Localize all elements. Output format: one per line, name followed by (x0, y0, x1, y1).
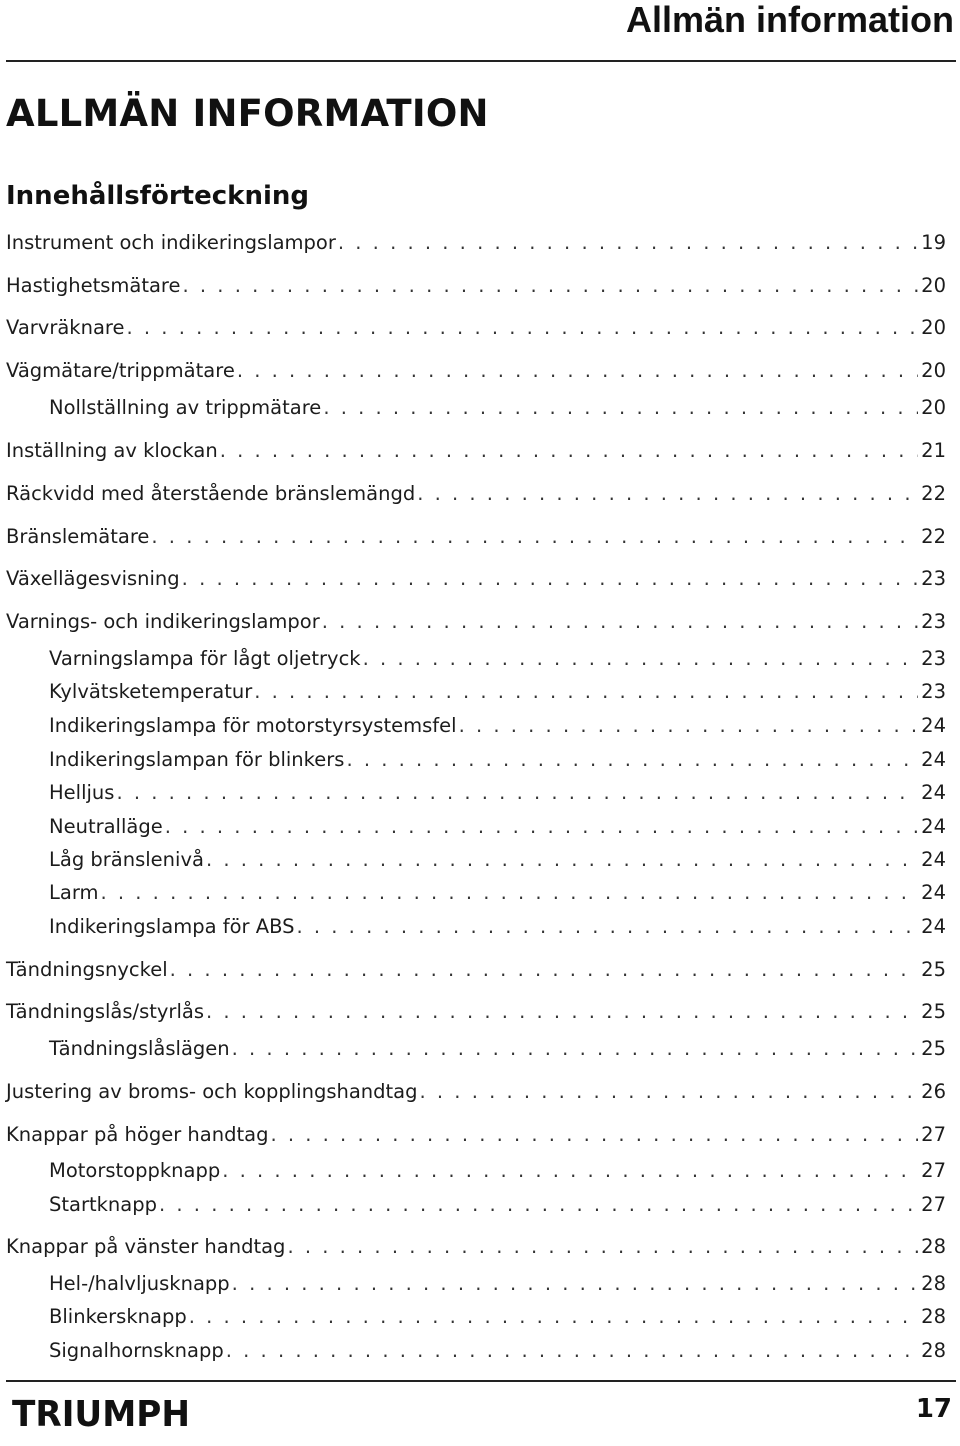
toc-entry-label: Signalhornsknapp (49, 1339, 224, 1362)
toc-entry-label: Knappar på höger handtag (6, 1123, 269, 1146)
dot-leader (254, 675, 918, 709)
toc-row (6, 226, 946, 260)
svg-text:TRIUMPH: TRIUMPH (12, 1394, 190, 1434)
toc-entry-page: 24 (921, 781, 946, 804)
triumph-logo (10, 1388, 192, 1434)
toc-row (49, 1334, 946, 1368)
dot-leader (346, 743, 918, 777)
toc-heading: Innehållsförteckning (6, 181, 309, 211)
toc-row (49, 743, 946, 777)
toc-row (49, 675, 946, 709)
toc-row (6, 434, 946, 468)
dot-leader (206, 995, 918, 1029)
toc-entry-label: Kylvätsketemperatur (49, 680, 253, 703)
toc-entry-page: 28 (921, 1339, 946, 1362)
toc-entry-label: Indikeringslampan för blinkers (49, 748, 345, 771)
toc-row (49, 876, 946, 910)
toc-entry-label: Varnings- och indikeringslampor (6, 610, 320, 633)
dot-leader (459, 709, 918, 743)
toc-entry-page: 24 (921, 714, 946, 737)
toc-entry-label: Larm (49, 881, 99, 904)
dot-leader (116, 776, 918, 810)
toc-entry-label: Neutralläge (49, 815, 163, 838)
toc-entry-page: 24 (921, 748, 946, 771)
toc-entry-page: 21 (921, 439, 946, 462)
toc-entry-label: Hastighetsmätare (6, 274, 181, 297)
dot-leader (232, 1032, 918, 1066)
running-header-title: Allmän information (625, 0, 954, 40)
dot-leader (323, 391, 918, 425)
toc-entry-page: 19 (921, 231, 946, 254)
section-title: ALLMÄN INFORMATION (6, 92, 489, 135)
toc-row (49, 843, 946, 877)
toc-entry-label: Motorstoppknapp (49, 1159, 221, 1182)
dot-leader (296, 910, 918, 944)
toc-row (6, 562, 946, 596)
toc-entry-label: Tändningslåslägen (49, 1037, 230, 1060)
dot-leader (189, 1300, 918, 1334)
toc-row (6, 477, 946, 511)
toc-entry-label: Indikeringslampa för motorstyrsystemsfel (49, 714, 457, 737)
toc-row (49, 910, 946, 944)
toc-entry-label: Instrument och indikeringslampor (6, 231, 336, 254)
page-number: 17 (915, 1394, 952, 1424)
toc-row (49, 709, 946, 743)
toc-entry-label: Knappar på vänster handtag (6, 1235, 286, 1258)
toc-entry-label: Helljus (49, 781, 115, 804)
toc-entry-page: 24 (921, 815, 946, 838)
dot-leader (226, 1334, 918, 1368)
dot-leader (417, 477, 918, 511)
toc-entry-label: Hel-/halvljusknapp (49, 1272, 230, 1295)
toc-row (49, 810, 946, 844)
toc-entry-label: Indikeringslampa för ABS (49, 915, 295, 938)
toc-row (49, 391, 946, 425)
toc-entry-label: Inställning av klockan (6, 439, 218, 462)
toc-entry-page: 25 (921, 1000, 946, 1023)
toc-entry-page: 20 (921, 274, 946, 297)
toc-entry-label: Varvräknare (6, 316, 125, 339)
toc-row (6, 1118, 946, 1152)
dot-leader (206, 843, 918, 877)
toc-entry-page: 22 (921, 482, 946, 505)
toc-row (6, 311, 946, 345)
toc-row (49, 642, 946, 676)
toc-row (6, 605, 946, 639)
toc-row (49, 1267, 946, 1301)
dot-leader (322, 605, 918, 639)
dot-leader (338, 226, 918, 260)
toc-entry-page: 25 (921, 958, 946, 981)
dot-leader (232, 1267, 918, 1301)
toc-entry-page: 22 (921, 525, 946, 548)
dot-leader (237, 354, 918, 388)
toc-row (6, 354, 946, 388)
toc-entry-page: 24 (921, 848, 946, 871)
dot-leader (127, 311, 919, 345)
toc-entry-page: 27 (921, 1159, 946, 1182)
dot-leader (183, 269, 918, 303)
toc-entry-label: Varningslampa för lågt oljetryck (49, 647, 361, 670)
toc-entry-page: 26 (921, 1080, 946, 1103)
toc-entry-page: 20 (921, 316, 946, 339)
toc-row (49, 1032, 946, 1066)
toc-entry-label: Tändningsnyckel (6, 958, 168, 981)
toc-entry-page: 28 (921, 1305, 946, 1328)
toc-entry-page: 23 (921, 647, 946, 670)
toc-entry-label: Startknapp (49, 1193, 157, 1216)
toc-entry-label: Nollställning av trippmätare (49, 396, 322, 419)
dot-leader (363, 642, 918, 676)
toc-row (6, 953, 946, 987)
toc-entry-page: 20 (921, 396, 946, 419)
toc-entry-page: 27 (921, 1193, 946, 1216)
dot-leader (420, 1075, 919, 1109)
dot-leader (100, 876, 918, 910)
toc-entry-page: 23 (921, 680, 946, 703)
toc-entry-page: 27 (921, 1123, 946, 1146)
dot-leader (151, 520, 918, 554)
dot-leader (220, 434, 918, 468)
dot-leader (159, 1188, 918, 1222)
dot-leader (287, 1230, 918, 1264)
toc-entry-label: Tändningslås/styrlås (6, 1000, 204, 1023)
toc-row (6, 520, 946, 554)
toc-row (49, 1154, 946, 1188)
toc-row (6, 1075, 946, 1109)
toc-entry-page: 24 (921, 881, 946, 904)
dot-leader (170, 953, 918, 987)
toc-row (49, 1300, 946, 1334)
toc-entry-label: Justering av broms- och kopplingshandtag (6, 1080, 418, 1103)
toc-entry-page: 23 (921, 610, 946, 633)
toc-entry-label: Vägmätare/trippmätare (6, 359, 235, 382)
toc-entry-label: Växellägesvisning (6, 567, 180, 590)
dot-leader (182, 562, 918, 596)
dot-leader (165, 810, 918, 844)
toc-entry-page: 20 (921, 359, 946, 382)
toc-entry-label: Räckvidd med återstående bränslemängd (6, 482, 416, 505)
toc-entry-page: 28 (921, 1235, 946, 1258)
toc-row (49, 776, 946, 810)
toc-entry-page: 24 (921, 915, 946, 938)
toc-row (6, 995, 946, 1029)
toc-row (6, 1230, 946, 1264)
toc-entry-page: 25 (921, 1037, 946, 1060)
footer-rule (6, 1380, 956, 1382)
toc-row (49, 1188, 946, 1222)
toc-row (6, 269, 946, 303)
dot-leader (270, 1118, 918, 1152)
toc-entry-page: 28 (921, 1272, 946, 1295)
toc-entry-page: 23 (921, 567, 946, 590)
toc-entry-label: Blinkersknapp (49, 1305, 187, 1328)
toc-entry-label: Låg bränslenivå (49, 848, 204, 871)
toc-entry-label: Bränslemätare (6, 525, 150, 548)
dot-leader (222, 1154, 918, 1188)
